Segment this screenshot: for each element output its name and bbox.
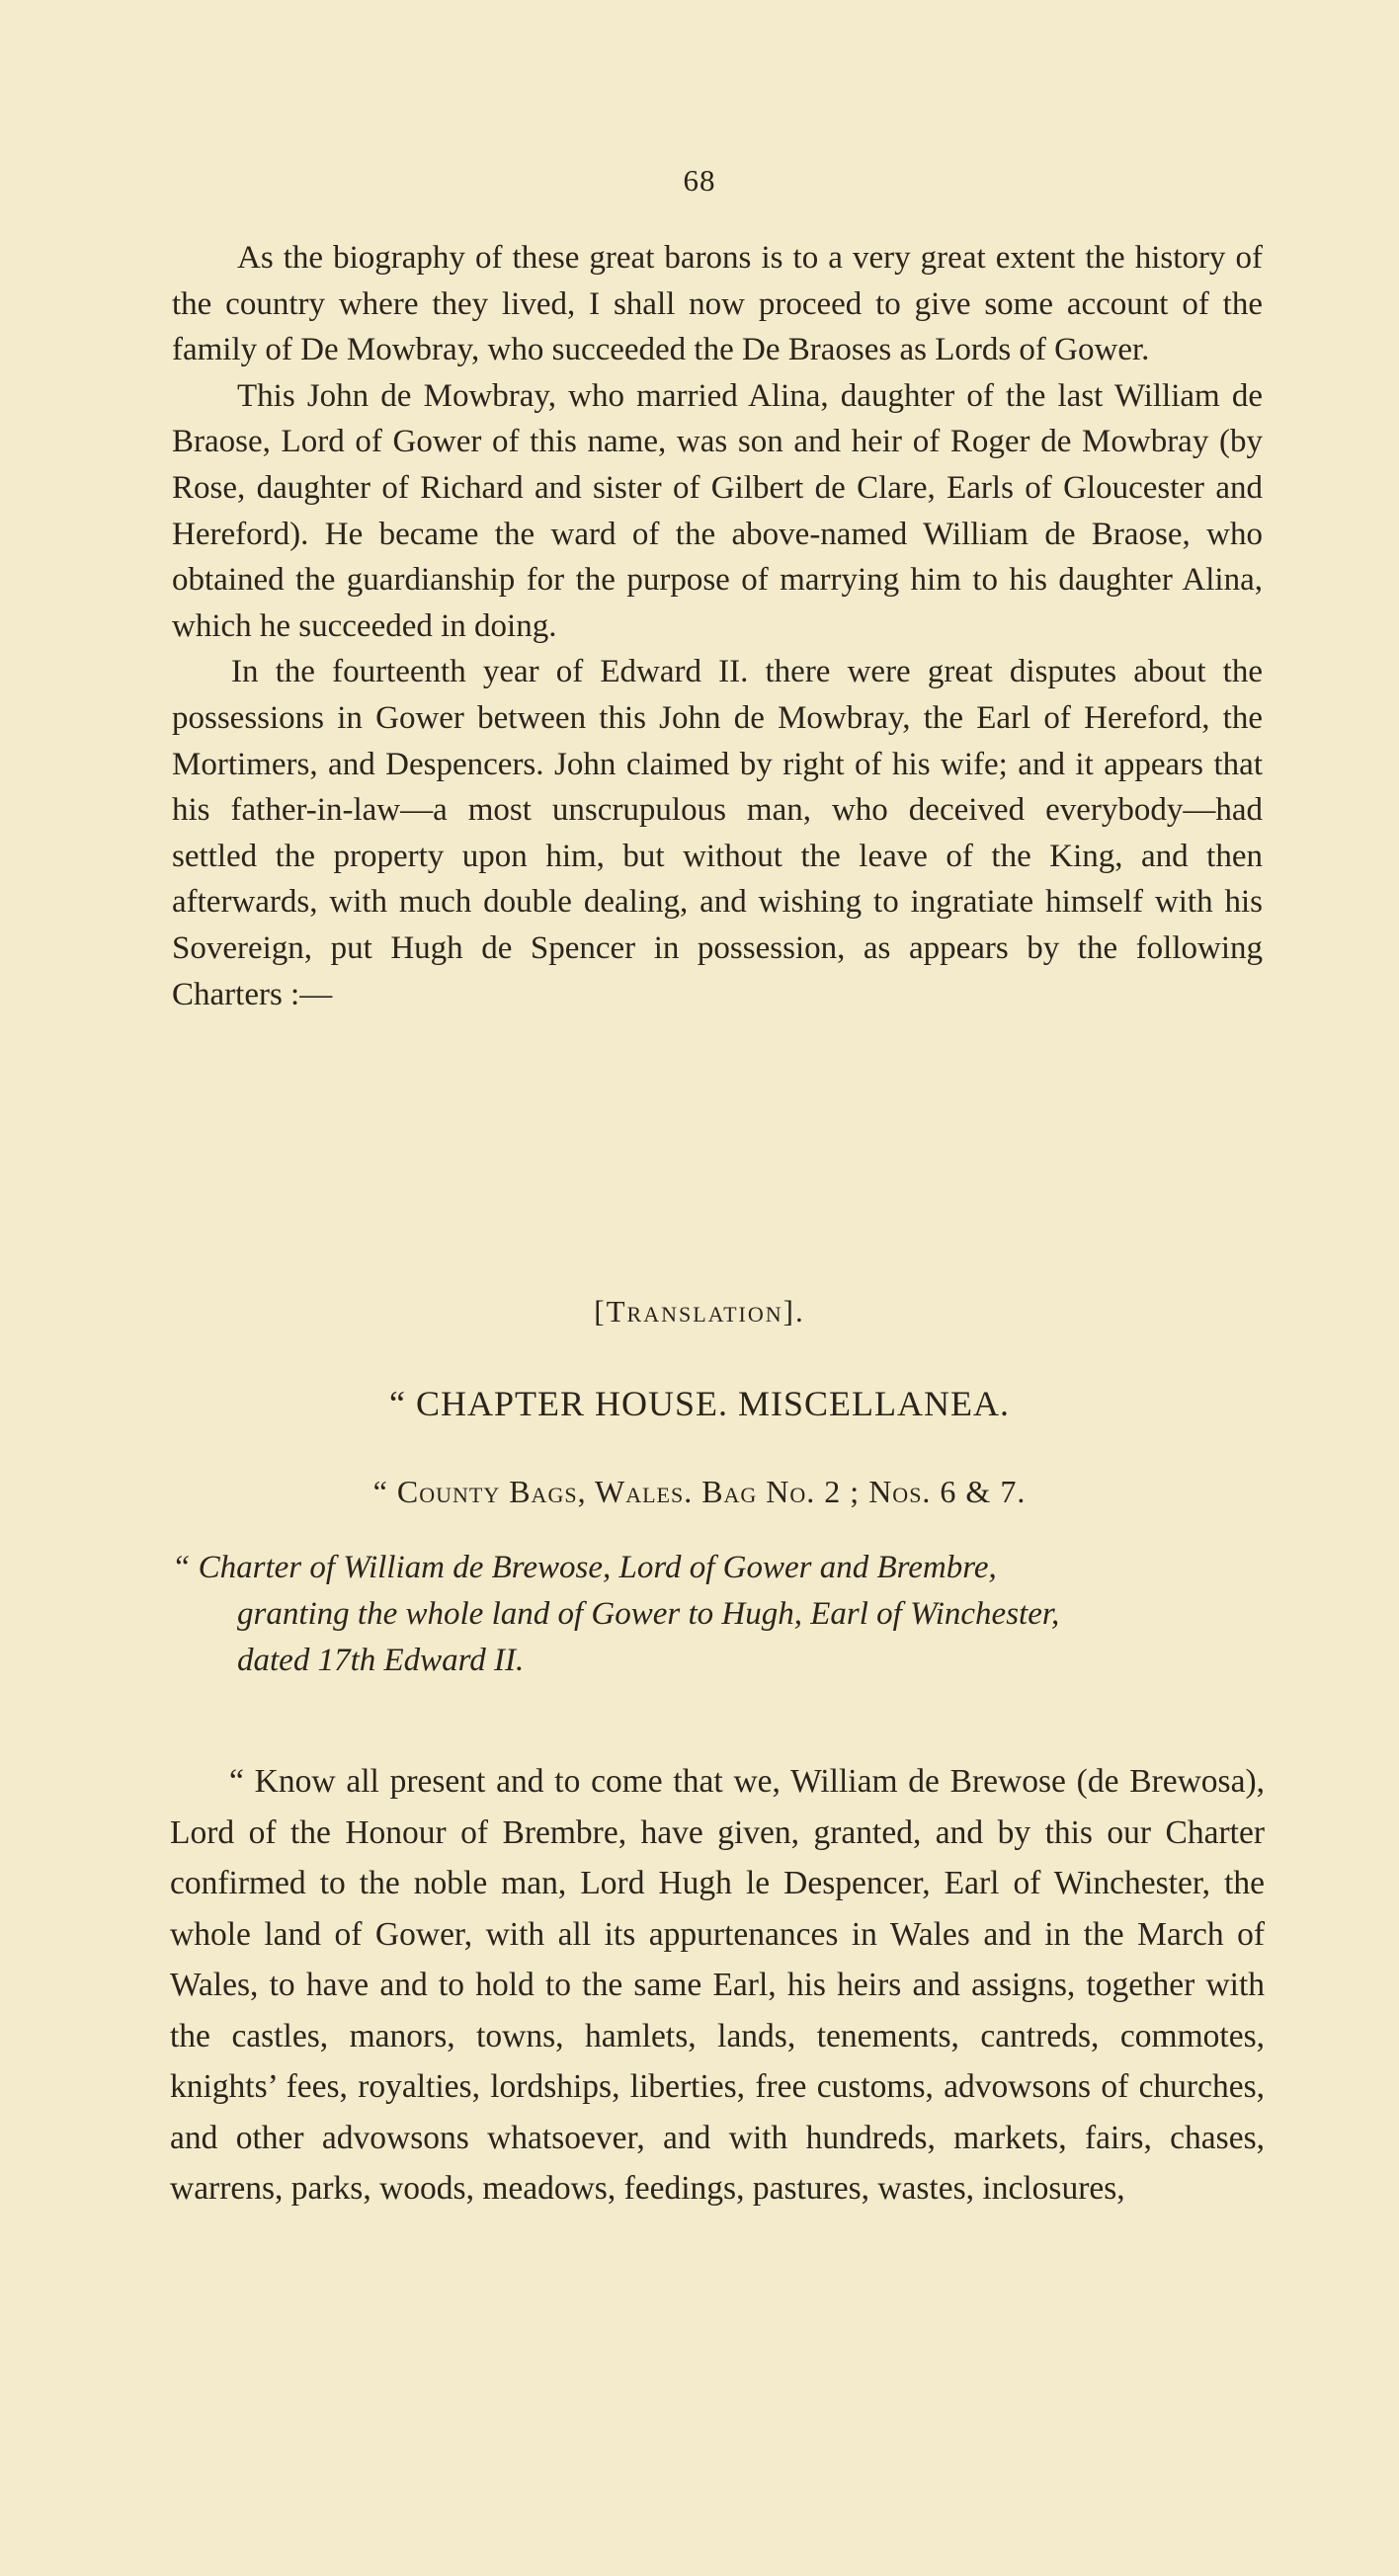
paragraph-2: This John de Mowbray, who married Alina, daughter of the last William de Braose, Lord of Gower of this name, was son and heir of Roger de Mowbray (by Rose, daughter of Richard and sister of Gilbert de Clare, Earls of Gloucester and Hereford). He became the ward of the above-named William de Braose, who obtained the guardianship for the purpose of marrying him to his daughter Alina, which he succeeded in doing. [172, 377, 1263, 644]
charter-text [170, 1756, 1265, 2214]
paragraph-1: As the biography of these great barons is to a very great extent the history of the country where they lived, I shall now proceed to give some account of the family of De Mowbray, who succeeded the De Braoses as Lords of Gower. [172, 240, 1263, 368]
charter-title-line-2: granting the whole land of Gower to Hugh, Earl of Winchester, [237, 1596, 1060, 1632]
body-text [172, 235, 1263, 1017]
charter-title-line-1: “ Charter of William de Brewose, Lord of Gower and Brembre, [172, 1550, 997, 1585]
county-bags-heading: “ County Bags, Wales. Bag No. 2 ; Nos. 6 & 7. [372, 1474, 1027, 1509]
deed-paragraph: “ Know all present and to come that we, William de Brewose (de Brewosa), Lord of the Honour of Brembre, have given, granted, and by this our Charter confirmed to the noble man, Lord Hugh le Despencer, Earl of Winchester, the whole land of Gower, with all its appurtenances in Wales and in the March of Wales, to have and to hold to the same Earl, his heirs and assigns, together with the castles, manors, towns, hamlets, lands, tenements, cantreds, commotes, knights’ fees, royalties, lordships, liberties, free customs, advowsons of churches, and other advowsons whatsoever, and with hundreds, markets, fairs, chases, warrens, parks, woods, meadows, feedings, pastures, wastes, inclosures, [170, 1763, 1265, 2207]
charter-title [172, 1545, 1263, 1684]
charter-title-line-3: dated 17th Edward II. [237, 1643, 525, 1678]
translation-heading: [Translation]. [594, 1294, 805, 1328]
paragraph-3: In the fourteenth year of Edward II. there were great disputes about the possessions in Gower between this John de Mowbray, the Earl of Hereford, the Mortimers, and Despencers. John claimed by right of his wife; and it appears that his father-in-law—a most unscrupulous man, who deceived everybody—had settled the property upon him, but without the leave of the King, and then afterwards, with much double dealing, and wishing to ingratiate himself with his Sovereign, put Hugh de Spencer in possession, as appears by the following Charters :— [172, 654, 1263, 1012]
chapter-house-heading: “ CHAPTER HOUSE. MISCELLANEA. [389, 1384, 1010, 1423]
page-number: 68 [683, 163, 716, 198]
